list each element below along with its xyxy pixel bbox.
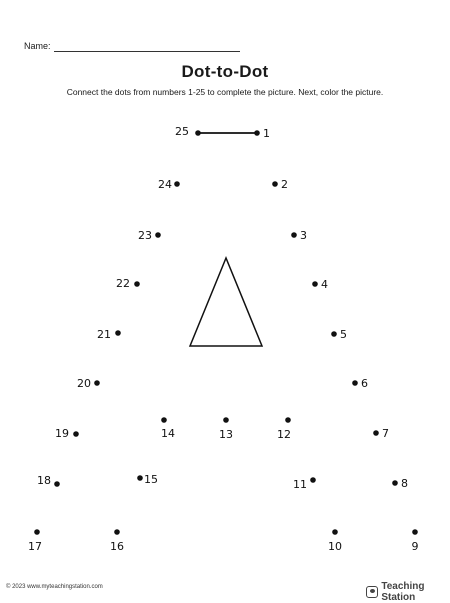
dot-6 [352, 380, 358, 386]
dot-label-24: 24 [158, 178, 172, 191]
dot-11 [310, 477, 316, 483]
dot-label-11: 11 [293, 478, 307, 491]
name-label: Name: [24, 41, 51, 51]
dot-4 [312, 281, 318, 287]
dot-23 [155, 232, 161, 238]
dot-3 [291, 232, 297, 238]
dot-14 [161, 417, 167, 423]
dot-13 [223, 417, 229, 423]
page-title: Dot-to-Dot [181, 62, 269, 81]
copyright-text: © 2023 www.myteachingstation.com [6, 584, 103, 590]
dot-label-8: 8 [401, 477, 408, 490]
dot-19 [73, 431, 79, 437]
dot-label-21: 21 [97, 328, 111, 341]
dot-5 [331, 331, 337, 337]
dot-21 [115, 330, 121, 336]
dot-24 [174, 181, 180, 187]
dot-label-19: 19 [55, 427, 69, 440]
dot-label-18: 18 [37, 474, 51, 487]
dot-label-1: 1 [263, 127, 270, 140]
dot-label-25: 25 [175, 125, 189, 138]
dot-17 [34, 529, 40, 535]
teaching-station-icon [366, 586, 378, 598]
dot-label-5: 5 [340, 328, 347, 341]
dot-label-17: 17 [28, 540, 42, 553]
brand-name: Teaching Station [381, 581, 425, 603]
dot-25 [195, 130, 201, 136]
dot-label-20: 20 [77, 377, 91, 390]
dot-7 [373, 430, 379, 436]
dot-15 [137, 475, 143, 481]
dot-label-7: 7 [382, 427, 389, 440]
instructions: Connect the dots from numbers 1-25 to complete the picture. Next, color the picture. [66, 87, 384, 97]
dot-16 [114, 529, 120, 535]
triangle-shape [190, 258, 262, 346]
dot-label-3: 3 [300, 229, 307, 242]
dot-label-13: 13 [219, 428, 233, 441]
dot-label-12: 12 [277, 428, 291, 441]
dot-label-15: 15 [144, 473, 158, 486]
dot-1 [254, 130, 260, 136]
dot-label-4: 4 [321, 278, 328, 291]
dot-12 [285, 417, 291, 423]
dot-label-6: 6 [361, 377, 368, 390]
dot-20 [94, 380, 100, 386]
dot-label-10: 10 [328, 540, 342, 553]
dot-label-14: 14 [161, 427, 175, 440]
dot-label-2: 2 [281, 178, 288, 191]
dot-18 [54, 481, 60, 487]
dot-10 [332, 529, 338, 535]
dot-label-9: 9 [411, 540, 419, 553]
dots-layer [28, 125, 419, 553]
dot-9 [412, 529, 418, 535]
dot-22 [134, 281, 140, 287]
dot-2 [272, 181, 278, 187]
dot-label-16: 16 [110, 540, 124, 553]
dot-8 [392, 480, 398, 486]
dot-label-22: 22 [116, 277, 130, 290]
dot-label-23: 23 [138, 229, 152, 242]
